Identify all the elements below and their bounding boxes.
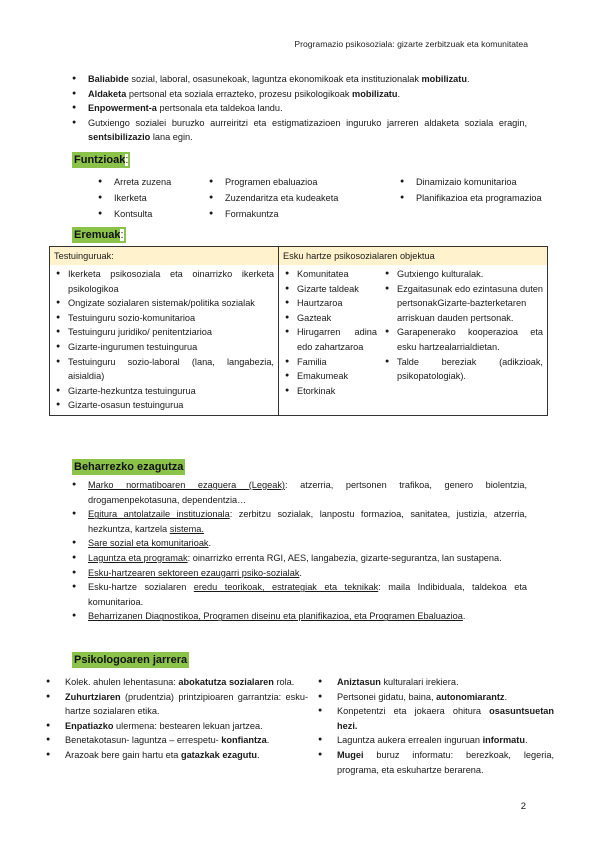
intro-list bbox=[72, 72, 527, 145]
list-item: ● Ezgaitasunak edo ezintasuna duten pertsonakGizarte-bazterketaren arriskuan dauden pertsonak. bbox=[385, 282, 543, 326]
list-item: ● Etorkinak bbox=[285, 384, 377, 399]
jarrera-right-list bbox=[318, 675, 554, 777]
list-item: ● Dinamizaio komunitarioa bbox=[400, 175, 560, 190]
list-item: ● Garapenerako kooperazioa eta esku hartzealarrialdietan. bbox=[385, 325, 543, 354]
list-item: ● Marko normatiboaren ezaguera (Legeak): atzerria, pertsonen trafikoa, genero biolentzia, drogamenpekotasuna, dependentzia… bbox=[72, 478, 527, 507]
list-item: ● Gizarte taldeak bbox=[285, 282, 377, 297]
list-item: ● Hirugarren adina edo zahartzaroa bbox=[285, 325, 377, 354]
list-item: ● Kontsulta bbox=[98, 207, 203, 222]
eremuak-heading: Eremuak: bbox=[74, 229, 124, 241]
testuinguruak-cell bbox=[50, 247, 279, 416]
funtzioak-col-1 bbox=[98, 175, 203, 224]
list-item: ● Gazteak bbox=[285, 311, 377, 326]
list-item: ● Arreta zuzena bbox=[98, 175, 203, 190]
list-item: ● Zuzendaritza eta kudeaketa bbox=[209, 191, 369, 206]
beharrezko-ezagutza-heading: Beharrezko ezagutza bbox=[74, 461, 184, 473]
list-item: ● Gutxiengo kulturalak. bbox=[385, 267, 543, 282]
list-item: ● Gizarte-ingurumen testuingurua bbox=[56, 340, 274, 355]
list-item: ● Kolek. ahulen lehentasuna: abokatutza sozialaren rola. bbox=[46, 675, 308, 690]
list-item: ● Gutxiengo sozialei buruzko aurreiritzi eta estigmatizazioen inguruko jarreren aldaketa soziala eragin, sentsibilizazio lana egin. bbox=[72, 116, 527, 145]
list-item: ● Pertsonei gidatu, baina, autonomiarantz. bbox=[318, 690, 554, 705]
list-item: ● Gizarte-osasun testuingurua bbox=[56, 398, 274, 413]
list-item: ● Egitura antolatzaile instituzionala: zerbitzu sozialak, lanpostu formazioa, sanitatea, justizia, atzerria, hezkuntza, kartzela sistema. bbox=[72, 507, 527, 536]
list-item: ● Enpowerment-a pertsonala eta taldekoa landu. bbox=[72, 101, 527, 116]
list-item: ● Zuhurtziaren (prudentzia) printzipioaren garrantzia: esku-hartze sozialaren etika. bbox=[46, 690, 308, 719]
list-item: ● Gizarte-hezkuntza testuingurua bbox=[56, 384, 274, 399]
list-item: ● Testuinguru sozio-komunitarioa bbox=[56, 311, 274, 326]
list-item: ● Formakuntza bbox=[209, 207, 369, 222]
list-item: ● Arazoak bere gain hartu eta gatazkak ezagutu. bbox=[46, 748, 308, 763]
list-item: ● Beharrizanen Diagnostikoa, Programen diseinu eta planifikazioa, eta Programen Ebaluazioa. bbox=[72, 609, 527, 624]
list-item: ● Planifikazioa eta programazioa bbox=[400, 191, 560, 206]
list-item: ● Enpatiazko ulermena: bestearen lekuan jartzea. bbox=[46, 719, 308, 734]
list-item: ● Laguntza eta programak: oinarrizko errenta RGI, AES, langabezia, gizarte-segurantza, lan sustapena. bbox=[72, 551, 527, 566]
testuinguruak-list bbox=[50, 265, 278, 415]
list-item: ● Konpetentzi eta jokaera ohitura osasuntsuetan hezi. bbox=[318, 704, 554, 733]
page-header: Programazio psikosoziala: gizarte zerbitzuak eta komunitatea bbox=[294, 39, 528, 49]
list-item: ● Esku-hartze sozialaren eredu teorikoak, estrategiak eta teknikak: maila Indibiduala, taldekoa eta komunitarioa. bbox=[72, 580, 527, 609]
list-item: ● Benetakotasun- laguntza – errespetu- konfiantza. bbox=[46, 733, 308, 748]
esku-hartze-col-1 bbox=[285, 267, 377, 398]
list-item: ● Familia bbox=[285, 355, 377, 370]
funtzioak-heading: Funtzioak: bbox=[74, 154, 129, 166]
funtzioak-col-3 bbox=[400, 175, 560, 207]
esku-hartze-lists bbox=[279, 265, 547, 400]
list-item: ● Programen ebaluazioa bbox=[209, 175, 369, 190]
list-item: ● Esku-hartzearen sektoreen ezaugarri psiko-sozialak. bbox=[72, 566, 527, 581]
esku-hartze-col-2 bbox=[385, 267, 543, 398]
eremuak-table bbox=[49, 246, 548, 416]
funtzioak-col-2 bbox=[209, 175, 369, 224]
psikologoaren-jarrera-heading: Psikologoaren jarrera bbox=[74, 654, 188, 666]
list-item: ● Haurtzaroa bbox=[285, 296, 377, 311]
list-item: ● Emakumeak bbox=[285, 369, 377, 384]
page-number: 2 bbox=[520, 801, 526, 812]
list-item: ● Laguntza aukera errealen inguruan informatu. bbox=[318, 733, 554, 748]
beharrezko-ezagutza-list bbox=[72, 478, 527, 624]
list-item: ● Talde bereziak (adikzioak, psikopatologiak). bbox=[385, 355, 543, 384]
list-item: ● Ikerketa bbox=[98, 191, 203, 206]
list-item: ● Testuinguru sozio-laboral (lana, langabezia, aisialdia) bbox=[56, 355, 274, 384]
list-item: ● Aldaketa pertsonal eta soziala errazteko, prozesu psikologikoak mobilizatu. bbox=[72, 87, 527, 102]
list-item: ● Mugei buruz informatu: berezkoak, legeria, programa, eta eskuhartze berarena. bbox=[318, 748, 554, 777]
testuinguruak-heading: Testuinguruak: bbox=[50, 247, 278, 265]
list-item: ● Sare sozial eta komunitarioak. bbox=[72, 536, 527, 551]
list-item: ● Ongizate sozialaren sistemak/politika sozialak bbox=[56, 296, 274, 311]
list-item: ● Testuinguru juridiko/ penitentziarioa bbox=[56, 325, 274, 340]
list-item: ● Komunitatea bbox=[285, 267, 377, 282]
jarrera-left-list bbox=[46, 675, 308, 763]
esku-hartze-heading: Esku hartze psikosozialaren objektua bbox=[279, 247, 547, 265]
list-item: ● Baliabide sozial, laboral, osasunekoak, laguntza ekonomikoak eta instituzionalak mobilizatu. bbox=[72, 72, 527, 87]
list-item: ● Aniztasun kulturalari irekiera. bbox=[318, 675, 554, 690]
list-item: ● Ikerketa psikosoziala eta oinarrizko ikerketa psikologikoa bbox=[56, 267, 274, 296]
esku-hartze-objektua-cell bbox=[279, 247, 548, 416]
